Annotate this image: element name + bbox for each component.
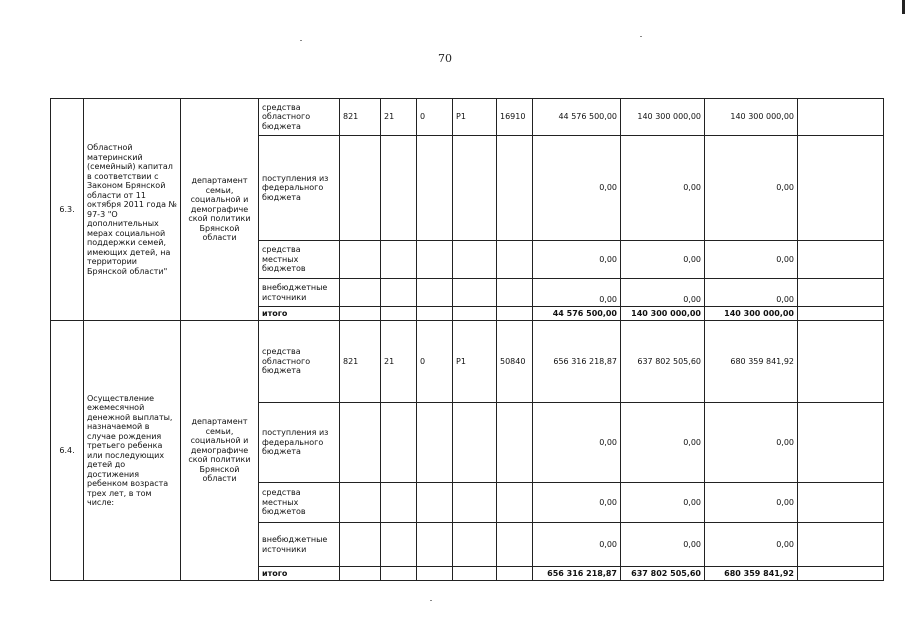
- total-year-3: 680 359 841,92: [705, 567, 798, 581]
- program-code: 21: [381, 321, 417, 403]
- empty-cell: [497, 307, 533, 321]
- amount-year-3: 0,00: [705, 483, 798, 523]
- total-label: итого: [259, 307, 340, 321]
- empty-cell: [340, 403, 381, 483]
- empty-cell: [417, 567, 453, 581]
- funding-source: средства местных бюджетов: [259, 483, 340, 523]
- total-year-2: 637 802 505,60: [621, 567, 705, 581]
- empty-cell: [381, 567, 417, 581]
- empty-cell: [417, 279, 453, 307]
- scan-speck: [430, 600, 432, 601]
- amount-year-3: 680 359 841,92: [705, 321, 798, 403]
- empty-cell: [453, 523, 497, 567]
- table-row: [51, 321, 884, 403]
- empty-cell: [798, 241, 884, 279]
- empty-cell: [340, 307, 381, 321]
- measure-name: Осуществление ежемесячной денежной выплаты, назначаемой в случае рождения третьего ребенка или последующих детей до достижения ребенком возраста трех лет, в том числе:: [84, 321, 181, 581]
- funding-source: внебюджетные источники: [259, 523, 340, 567]
- empty-cell: [417, 483, 453, 523]
- empty-cell: [340, 241, 381, 279]
- empty-cell: [340, 279, 381, 307]
- empty-cell: [417, 307, 453, 321]
- amount-year-3: 0,00: [705, 523, 798, 567]
- empty-cell: [497, 403, 533, 483]
- scan-speck: [300, 40, 302, 41]
- empty-cell: [340, 483, 381, 523]
- total-label: итого: [259, 567, 340, 581]
- empty-cell: [497, 567, 533, 581]
- budget-table: [50, 98, 884, 581]
- amount-year-2: 0,00: [621, 483, 705, 523]
- amount-year-1: 0,00: [533, 136, 621, 241]
- empty-cell: [453, 307, 497, 321]
- amount-year-3: 0,00: [705, 403, 798, 483]
- empty-cell: [497, 523, 533, 567]
- responsible-executor: департамент семьи, социальной и демографиче ской политики Брянской области: [181, 99, 259, 321]
- empty-cell: [340, 567, 381, 581]
- empty-cell: [453, 483, 497, 523]
- event-code: Р1: [453, 321, 497, 403]
- funding-source: поступления из федерального бюджета: [259, 403, 340, 483]
- row-number: 6.3.: [51, 99, 84, 321]
- empty-cell: [381, 279, 417, 307]
- empty-cell: [453, 241, 497, 279]
- amount-year-2: 0,00: [621, 279, 705, 307]
- empty-cell: [798, 567, 884, 581]
- responsible-executor: департамент семьи, социальной и демографиче ской политики Брянской области: [181, 321, 259, 581]
- total-year-2: 140 300 000,00: [621, 307, 705, 321]
- amount-year-3: 0,00: [705, 241, 798, 279]
- empty-cell: [798, 483, 884, 523]
- empty-cell: [798, 307, 884, 321]
- amount-year-2: 140 300 000,00: [621, 99, 705, 136]
- amount-year-3: 140 300 000,00: [705, 99, 798, 136]
- funding-source: средства местных бюджетов: [259, 241, 340, 279]
- amount-year-1: 656 316 218,87: [533, 321, 621, 403]
- funding-source: средства областного бюджета: [259, 99, 340, 136]
- empty-cell: [798, 523, 884, 567]
- empty-cell: [381, 523, 417, 567]
- program-code: 21: [381, 99, 417, 136]
- amount-year-2: 0,00: [621, 403, 705, 483]
- funding-source: поступления из федерального бюджета: [259, 136, 340, 241]
- amount-year-2: 0,00: [621, 136, 705, 241]
- empty-cell: [497, 483, 533, 523]
- empty-cell: [381, 307, 417, 321]
- grbs-code: 821: [340, 321, 381, 403]
- row-number: 6.4.: [51, 321, 84, 581]
- measure-name: Областной материнский (семейный) капитал в соответствии с Законом Брянской области от 11 октября 2011 года № 97-3 "О дополнительных мерах социальной поддержки семей, имеющих детей, на территории Брянской области": [84, 99, 181, 321]
- empty-cell: [798, 403, 884, 483]
- total-year-3: 140 300 000,00: [705, 307, 798, 321]
- empty-cell: [798, 321, 884, 403]
- direction-code: 16910: [497, 99, 533, 136]
- page-number: 70: [438, 52, 452, 65]
- table-row: [51, 99, 884, 136]
- grbs-code: 821: [340, 99, 381, 136]
- total-year-1: 656 316 218,87: [533, 567, 621, 581]
- empty-cell: [340, 523, 381, 567]
- amount-year-1: 0,00: [533, 483, 621, 523]
- empty-cell: [417, 241, 453, 279]
- empty-cell: [497, 279, 533, 307]
- empty-cell: [497, 241, 533, 279]
- empty-cell: [381, 241, 417, 279]
- empty-cell: [453, 567, 497, 581]
- amount-year-1: 0,00: [533, 403, 621, 483]
- amount-year-2: 0,00: [621, 241, 705, 279]
- subprogram-code: 0: [417, 321, 453, 403]
- amount-year-3: 0,00: [705, 136, 798, 241]
- amount-year-1: 0,00: [533, 279, 621, 307]
- event-code: Р1: [453, 99, 497, 136]
- funding-source: средства областного бюджета: [259, 321, 340, 403]
- amount-year-2: 0,00: [621, 523, 705, 567]
- empty-cell: [453, 279, 497, 307]
- empty-cell: [340, 136, 381, 241]
- subprogram-code: 0: [417, 99, 453, 136]
- direction-code: 50840: [497, 321, 533, 403]
- empty-cell: [798, 279, 884, 307]
- empty-cell: [417, 136, 453, 241]
- empty-cell: [381, 136, 417, 241]
- amount-year-1: 0,00: [533, 523, 621, 567]
- empty-cell: [417, 403, 453, 483]
- empty-cell: [381, 403, 417, 483]
- empty-cell: [453, 136, 497, 241]
- empty-cell: [497, 136, 533, 241]
- amount-year-1: 44 576 500,00: [533, 99, 621, 136]
- total-year-1: 44 576 500,00: [533, 307, 621, 321]
- amount-year-2: 637 802 505,60: [621, 321, 705, 403]
- empty-cell: [798, 99, 884, 136]
- empty-cell: [453, 403, 497, 483]
- empty-cell: [417, 523, 453, 567]
- funding-source: внебюджетные источники: [259, 279, 340, 307]
- amount-year-1: 0,00: [533, 241, 621, 279]
- empty-cell: [381, 483, 417, 523]
- empty-cell: [798, 136, 884, 241]
- amount-year-3: 0,00: [705, 279, 798, 307]
- scan-speck: [640, 36, 642, 37]
